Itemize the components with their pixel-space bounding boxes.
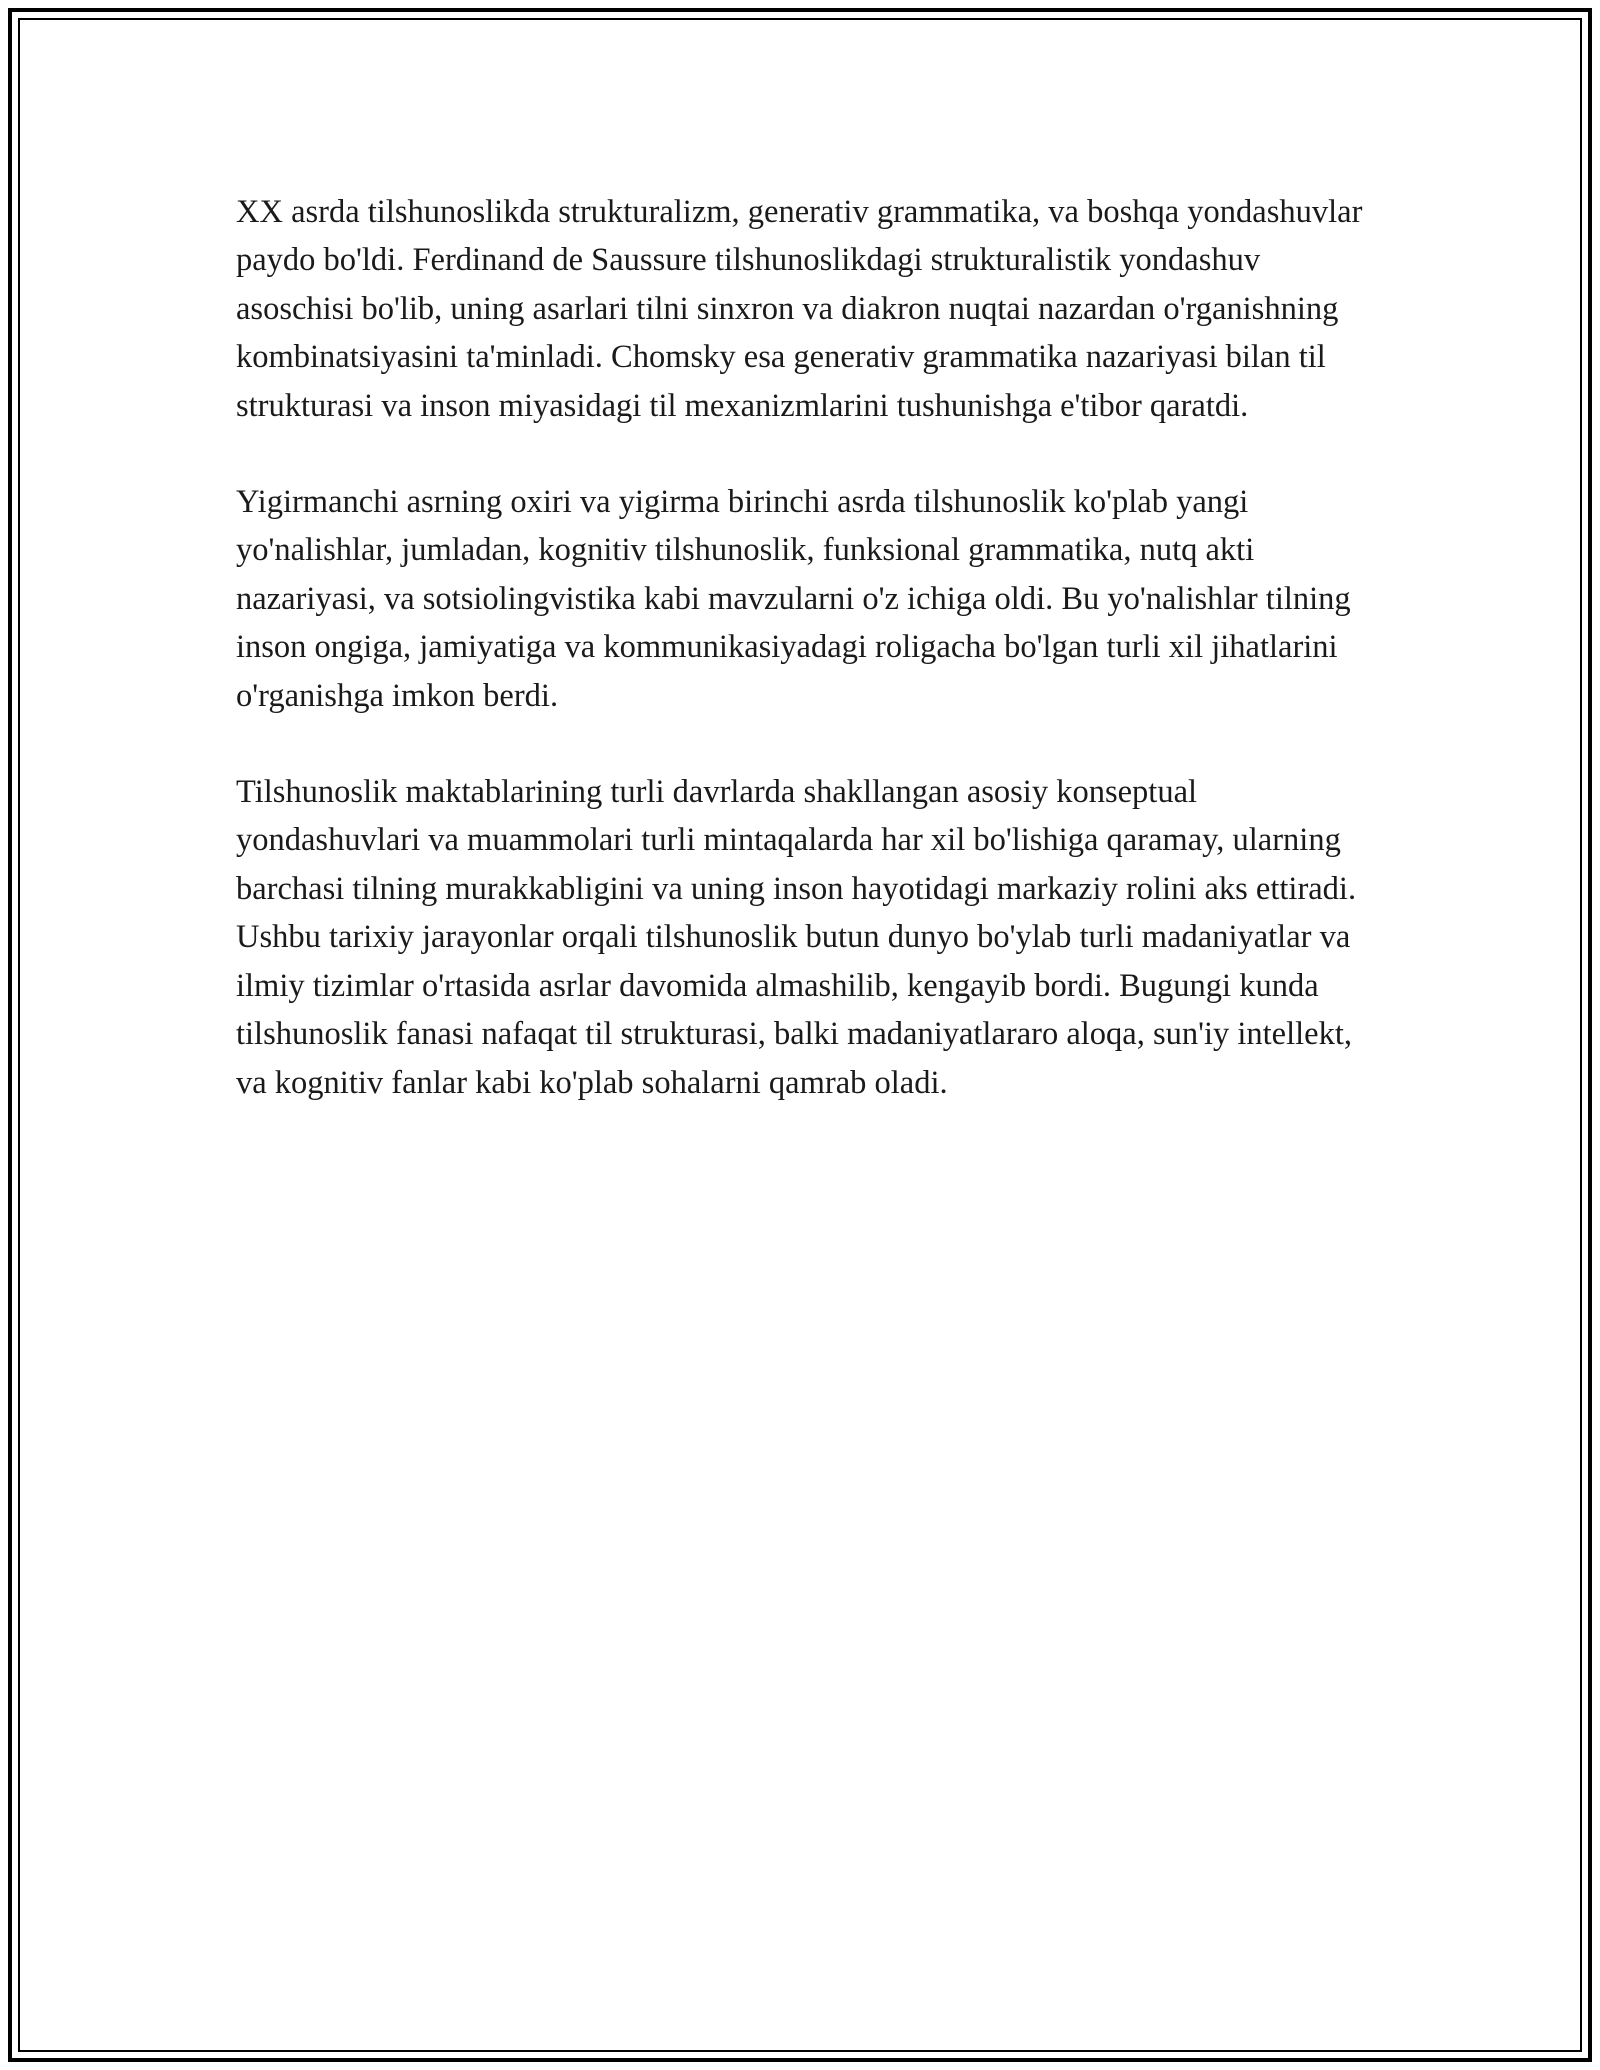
- paragraph-3: Tilshunoslik maktablarining turli davrlarda shakllangan asosiy konseptual yondashuvlari va muammolari turli mintaqalarda har xil bo'lishiga qaramay, ularning barchasi tilning murakkabligini va uning inson hayotidagi markaziy rolini aks ettiradi. Ushbu tarixiy jarayonlar orqali tilshunoslik butun dunyo bo'ylab turli madaniyatlar va ilmiy tizimlar o'rtasida asrlar davomida almashilib, kengayib bordi. Bugungi kunda tilshunoslik fanasi nafaqat til strukturasi, balki madaniyatlararo aloqa, sun'iy intellekt, va kognitiv fanlar kabi ko'plab sohalarni qamrab oladi.: [236, 774, 1357, 1101]
- paragraph-1: XX asrda tilshunoslikda strukturalizm, generativ grammatika, va boshqa yondashuvlar paydo bo'ldi. Ferdinand de Saussure tilshunoslikdagi strukturalistik yondashuv asoschisi bo'lib, uning asarlari tilni sinxron va diakron nuqtai nazardan o'rganishning kombinatsiyasini ta'minladi. Chomsky esa generativ grammatika nazariyasi bilan til strukturasi va inson miyasidagi til mexanizmlarini tushunishga e'tibor qaratdi.: [236, 194, 1363, 424]
- paragraph-2: Yigirmanchi asrning oxiri va yigirma birinchi asrda tilshunoslik ko'plab yangi yo'nalishlar, jumladan, kognitiv tilshunoslik, funksional grammatika, nutq akti nazariyasi, va sotsiolingvistika kabi mavzularni o'z ichiga oldi. Bu yo'nalishlar tilning inson ongiga, jamiyatiga va kommunikasiyadagi roligacha bo'lgan turli xil jihatlarini o'rganishga imkon berdi.: [236, 484, 1351, 714]
- document-body: [236, 188, 1376, 1155]
